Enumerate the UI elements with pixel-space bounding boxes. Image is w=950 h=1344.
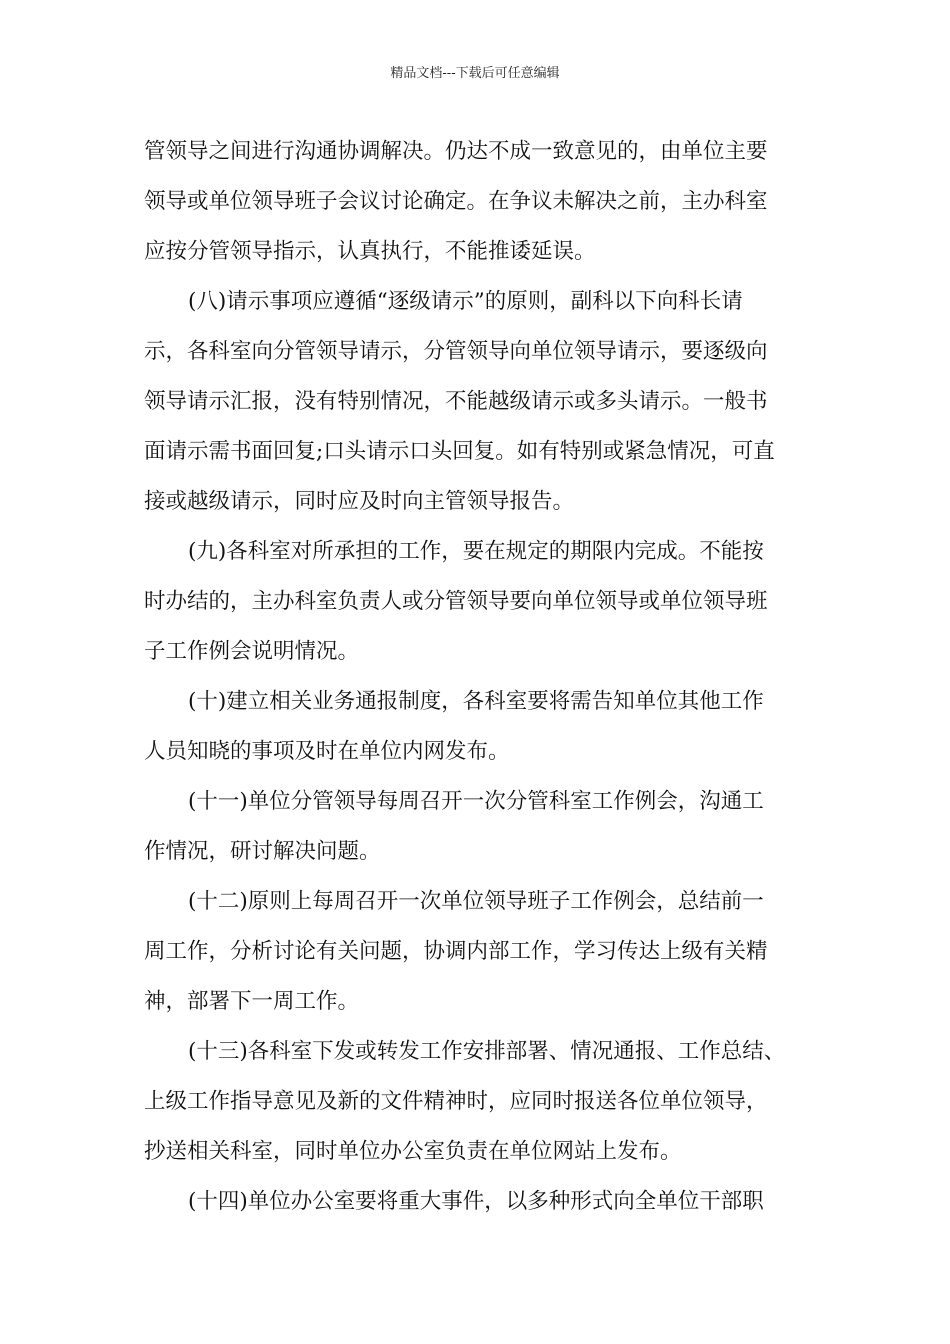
text-line: 领导请示汇报，没有特别情况，不能越级请示或多头请示。一般书 bbox=[144, 389, 768, 414]
text-line: (十)建立相关业务通报制度，各科室要将需告知单位其他工作 bbox=[188, 689, 764, 714]
text-line: 应按分管领导指示，认真执行，不能推诿延误。 bbox=[144, 239, 596, 264]
document-body bbox=[144, 127, 824, 1227]
text-line: 时办结的，主办科室负责人或分管领导要向单位领导或单位领导班 bbox=[144, 589, 768, 614]
text-line: 面请示需书面回复;口头请示口头回复。如有特别或紧急情况，可直 bbox=[144, 439, 775, 464]
text-line: (十三)各科室下发或转发工作安排部署、情况通报、工作总结、 bbox=[188, 1039, 786, 1064]
text-line: 接或越级请示，同时应及时向主管领导报告。 bbox=[144, 489, 575, 514]
text-line: 管领导之间进行沟通协调解决。仍达不成一致意见的，由单位主要 bbox=[144, 139, 768, 164]
text-line: 领导或单位领导班子会议讨论确定。在争议未解决之前，主办科室 bbox=[144, 189, 768, 214]
text-line: 抄送相关科室，同时单位办公室负责在单位网站上发布。 bbox=[144, 1139, 682, 1164]
page-header: 精品文档---下载后可任意编辑 bbox=[390, 66, 560, 81]
text-line: (九)各科室对所承担的工作，要在规定的期限内完成。不能按 bbox=[188, 539, 764, 564]
text-line: 子工作例会说明情况。 bbox=[144, 639, 360, 664]
text-line: 示，各科室向分管领导请示，分管领导向单位领导请示，要逐级向 bbox=[144, 339, 768, 364]
text-line: (八)请示事项应遵循“逐级请示”的原则，副科以下向科长请 bbox=[188, 289, 743, 314]
text-line: (十一)单位分管领导每周召开一次分管科室工作例会，沟通工 bbox=[188, 789, 764, 814]
text-line: 神，部署下一周工作。 bbox=[144, 989, 360, 1014]
text-line: 人员知晓的事项及时在单位内网发布。 bbox=[144, 739, 510, 764]
text-line: 周工作，分析讨论有关问题，协调内部工作，学习传达上级有关精 bbox=[144, 939, 768, 964]
text-line: (十二)原则上每周召开一次单位领导班子工作例会，总结前一 bbox=[188, 889, 764, 914]
text-line: (十四)单位办公室要将重大事件，以多种形式向全单位干部职 bbox=[188, 1189, 764, 1214]
text-line: 上级工作指导意见及新的文件精神时，应同时报送各位单位领导， bbox=[144, 1089, 768, 1114]
text-line: 作情况，研讨解决问题。 bbox=[144, 839, 381, 864]
